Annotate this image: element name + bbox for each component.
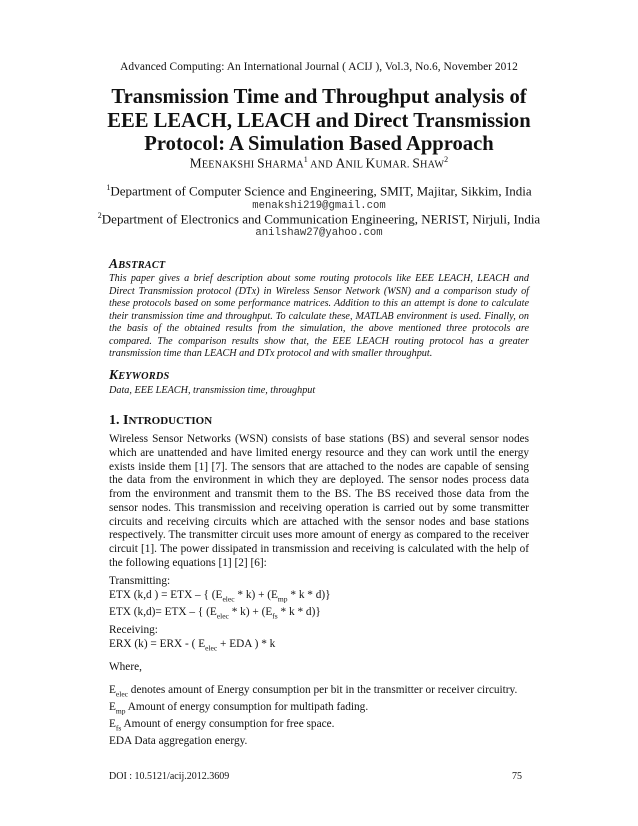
def2-text: Amount of energy consumption for multipath fading. <box>125 701 369 713</box>
erx-part-b: + EDA ) * k <box>217 637 276 650</box>
etx1-sub-elec: elec <box>222 594 235 603</box>
etx1-part-a: ETX (k,d ) = ETX – { (E <box>109 588 223 601</box>
title-line-2: EEE LEACH, LEACH and Direct Transmission <box>107 109 531 132</box>
author2-mid-initial: K <box>365 155 376 171</box>
etx-equation-2 <box>109 606 539 623</box>
def1-text: denotes amount of Energy consumption per bit in the transmitter or receiver circuitry. <box>127 684 518 696</box>
def2-sub: mp <box>115 706 126 716</box>
definition-fs <box>109 718 539 735</box>
page-number: 75 <box>512 771 522 782</box>
etx1-sub-mp: mp <box>277 594 288 603</box>
author1-first-initial: M <box>189 155 202 171</box>
author1-last-initial: S <box>257 155 265 171</box>
def3-sub: fs <box>115 723 122 733</box>
etx2-part-a: ETX (k,d)= ETX – { (E <box>109 605 217 618</box>
affiliation-2-text: Department of Electronics and Communication Engineering, NERIST, Nirjuli, India <box>101 211 541 227</box>
keywords-heading-cap: K <box>109 367 119 382</box>
definition-elec <box>109 684 539 701</box>
abstract-heading <box>109 256 165 272</box>
author2-first-rest: NIL <box>345 159 366 171</box>
author2-last-rest: HAW <box>420 159 445 171</box>
abstract-heading-cap: A <box>109 256 119 271</box>
transmitting-label: Transmitting: <box>109 575 171 587</box>
author2-sup: 2 <box>444 155 449 164</box>
affiliation-2 <box>0 211 638 227</box>
def2-e: E <box>109 701 116 713</box>
author-line <box>0 155 638 171</box>
keywords-body: Data, EEE LEACH, transmission time, throughput <box>109 385 316 396</box>
running-header: Advanced Computing: An International Journal ( ACIJ ), Vol.3, No.6, November 2012 <box>120 61 518 73</box>
abstract-body: This paper gives a brief description about some routing protocols like EEE LEACH, LEACH and Direct Transmission protocol (DTx) in Wireless Sensor Network (WSN) and a comparison study of these protocols based on some performance matrices. Addition to this an attempt is done to calculate their transmission time and throughput. To calculate these, MATLAB environment is used. Finally, on the basis of the obtained results from the simulation, the above mentioned three protocols are compared. The comparison results show that, the EEE LEACH routing protocol has a greater transmission time than LEACH and DTx protocol and with smaller throughput. <box>109 273 529 359</box>
title-line-1: Transmission Time and Throughput analysis of <box>111 86 527 108</box>
author2-first-initial: A <box>335 155 346 171</box>
author2-last-initial: S <box>412 155 421 171</box>
erx-part-a: ERX (k) = ERX - ( E <box>109 637 206 650</box>
title-line-3: Protocol: A Simulation Based Approach <box>144 133 494 155</box>
definition-mp <box>109 701 539 718</box>
erx-sub-elec: elec <box>205 643 218 652</box>
receiving-label: Receiving: <box>109 624 158 636</box>
def3-text: Amount of energy consumption for free space. <box>121 718 335 730</box>
etx2-sub-elec: elec <box>216 611 229 620</box>
symbol-definitions <box>109 684 539 749</box>
footer-doi: DOI : 10.5121/acij.2012.3609 <box>109 771 230 782</box>
affiliation-1-sup: 1 <box>106 183 111 192</box>
receiving-equations <box>109 624 539 655</box>
intro-heading-rest: NTRODUCTION <box>128 415 213 427</box>
transmitting-equations <box>109 575 539 623</box>
author1-sup: 1 <box>303 155 308 164</box>
etx2-part-c: * k * d)} <box>277 605 321 618</box>
def3-e: E <box>109 718 116 730</box>
affiliation-1 <box>0 183 638 199</box>
affiliation-1-email: menakshi219@gmail.com <box>252 200 386 212</box>
def1-sub: elec <box>115 689 128 699</box>
introduction-body: Wireless Sensor Networks (WSN) consists of base stations (BS) and several sensor nodes which are unattended and have limited energy resource and they can work until the energy exists inside them [1] [7]. The sensors that are attached to the nodes are capable of sensing the data from the environment in which they are deployed. The sensor nodes process data from the environment and transmit them to the BS. The BS received those data from the sensor nodes. This transmission and receiving operation is carried out by some transmitter circuits and receiving circuits which are attached with the sensor nodes and base stations respectively. The transmitter circuit uses more amount of energy as compared to the receiver circuit [1]. The power dissipated in transmission and receiving is calculated with the help of the following equations [1] [2] [6]: <box>109 433 529 569</box>
author1-first-rest: EENAKSHI <box>201 159 258 171</box>
affiliation-2-sup: 2 <box>97 211 102 220</box>
intro-heading-cap: I <box>123 413 129 428</box>
etx1-part-c: * k * d)} <box>287 588 331 601</box>
affiliation-2-email: anilshaw27@yahoo.com <box>255 227 383 239</box>
keywords-heading-rest: EYWORDS <box>118 371 170 382</box>
etx2-part-b: * k) + (E <box>228 605 273 618</box>
where-label: Where, <box>109 661 142 673</box>
keywords-heading <box>109 367 169 383</box>
erx-equation <box>109 638 539 655</box>
author2-mid-rest: UMAR. <box>375 159 413 171</box>
etx2-sub-fs: fs <box>272 611 278 620</box>
paper-title <box>80 86 558 157</box>
etx-equation-1 <box>109 589 539 606</box>
author1-last-rest: HARMA <box>264 159 304 171</box>
affiliation-1-text: Department of Computer Science and Engineering, SMIT, Majitar, Sikkim, India <box>110 183 532 199</box>
etx1-part-b: * k) + (E <box>234 588 278 601</box>
introduction-heading <box>109 413 212 429</box>
intro-number: 1. <box>109 413 123 428</box>
def1-e: E <box>109 684 116 696</box>
abstract-heading-rest: BSTRACT <box>118 260 166 271</box>
definition-eda: EDA Data aggregation energy. <box>109 735 248 747</box>
author-conjunction: AND <box>307 159 336 171</box>
